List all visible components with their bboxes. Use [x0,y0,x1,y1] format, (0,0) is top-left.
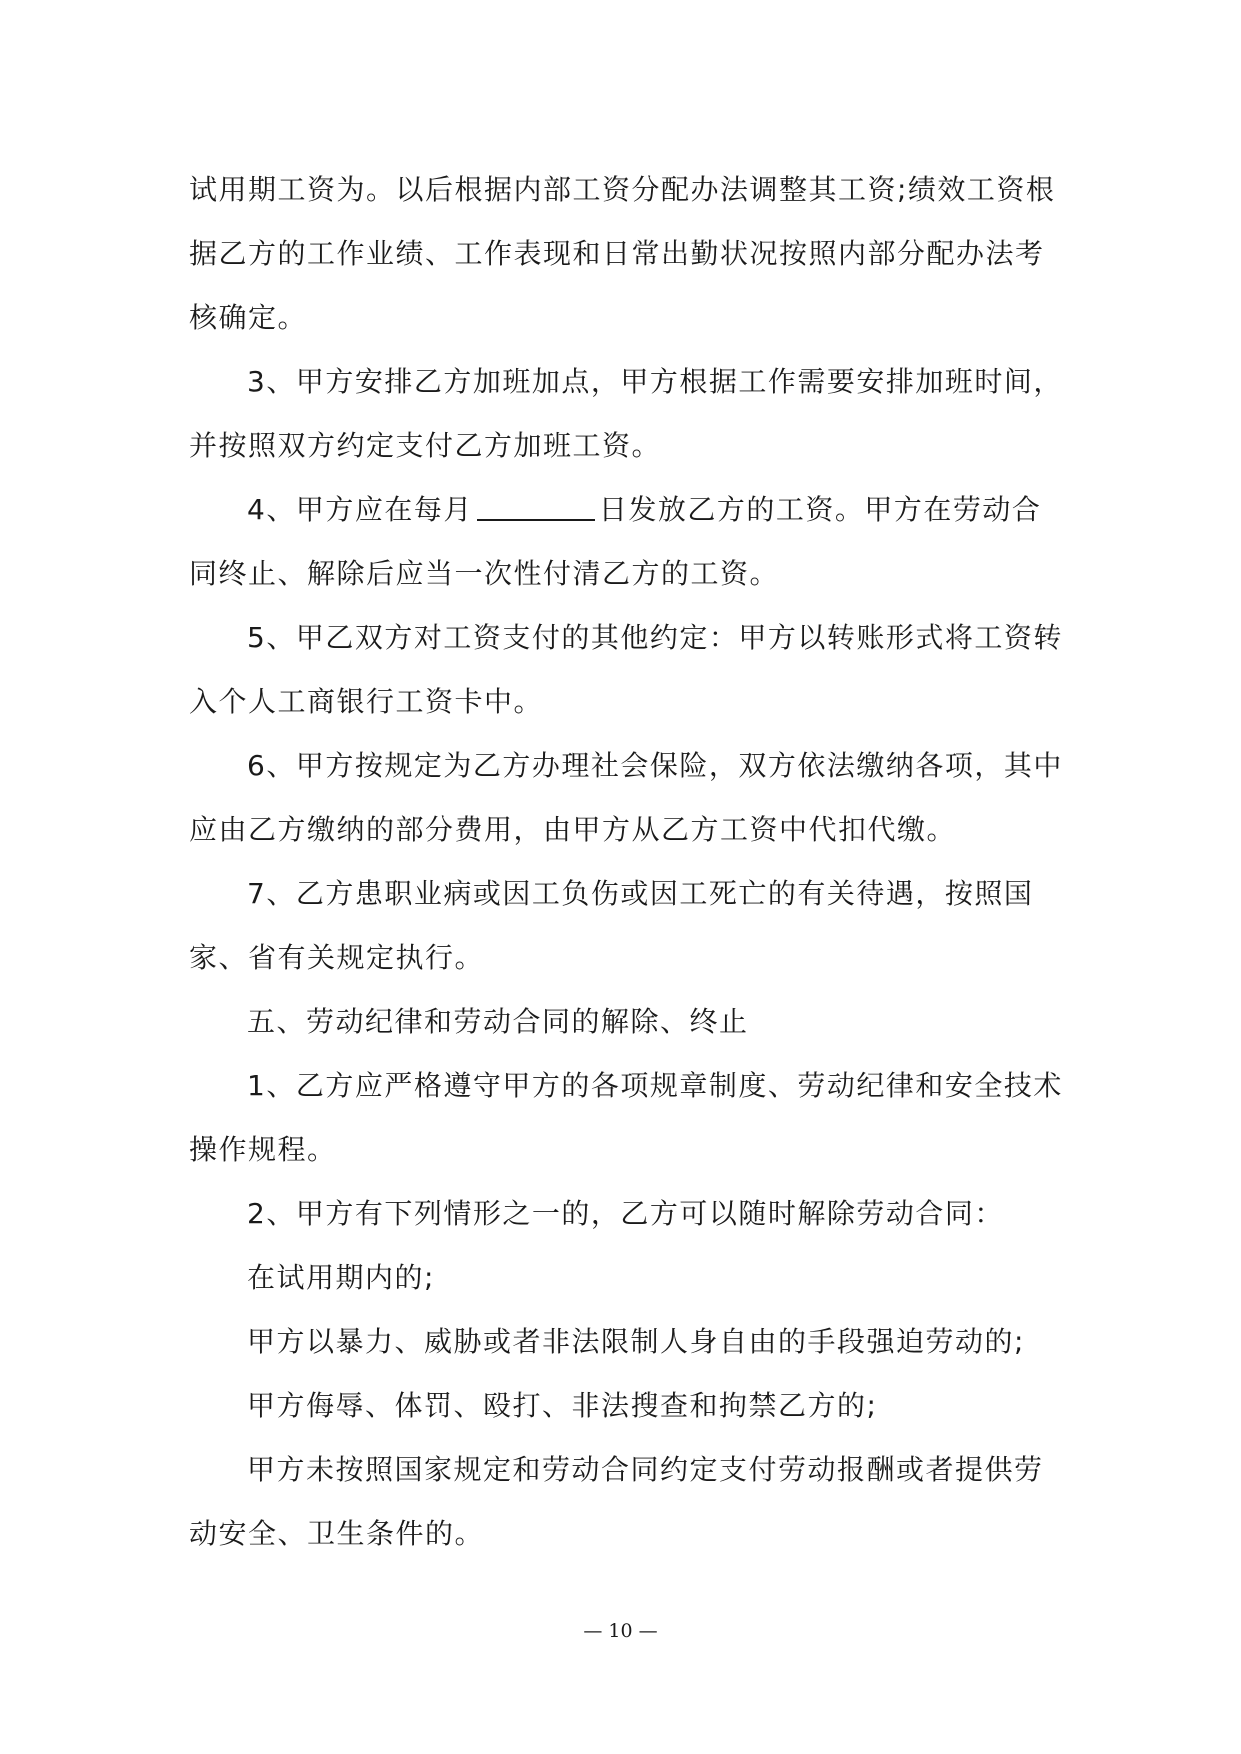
pay-date-text-after: 日发放乙方的工资。甲方在劳动合同终止、解除后应当一次性付清乙方的工资。 [189,493,1042,590]
page-number: — 10 — [583,1620,658,1642]
paragraph-item-3-overtime: 3、甲方安排乙方加班加点，甲方根据工作需要安排加班时间，并按照双方约定支付乙方加班工资。 [189,365,1063,462]
pay-date-blank-line [477,495,595,521]
paragraph-item-2-termination: 2、甲方有下列情形之一的，乙方可以随时解除劳动合同： [247,1197,1004,1230]
list-item-probation: 在试用期内的; [247,1261,435,1294]
paragraph-wage-probation: 试用期工资为。以后根据内部工资分配办法调整其工资;绩效工资根据乙方的工作业绩、工作表现和日常出勤状况按照内部分配办法考核确定。 [189,173,1056,334]
list-item-insult: 甲方侮辱、体罚、殴打、非法搜查和拘禁乙方的; [247,1389,878,1422]
document-body [189,158,1069,1566]
list-item-forced-labor: 甲方以暴力、威胁或者非法限制人身自由的手段强迫劳动的; [247,1325,1025,1358]
paragraph-item-4-pay-date [189,478,1069,606]
paragraph-item-5-payment-method: 5、甲乙双方对工资支付的其他约定：甲方以转账形式将工资转入个人工商银行工资卡中。 [189,621,1063,718]
pay-date-text-before: 4、甲方应在每月 [247,493,473,526]
list-item-unpaid-wages: 甲方未按照国家规定和劳动合同约定支付劳动报酬或者提供劳动安全、卫生条件的。 [189,1453,1044,1550]
paragraph-item-1-discipline: 1、乙方应严格遵守甲方的各项规章制度、劳动纪律和安全技术操作规程。 [189,1069,1063,1166]
paragraph-item-7-injury: 7、乙方患职业病或因工负伤或因工死亡的有关待遇，按照国家、省有关规定执行。 [189,877,1034,974]
paragraph-item-6-social-insurance: 6、甲方按规定为乙方办理社会保险，双方依法缴纳各项，其中应由乙方缴纳的部分费用，由甲方从乙方工资中代扣代缴。 [189,749,1063,846]
section-heading-five: 五、劳动纪律和劳动合同的解除、终止 [247,1005,749,1038]
